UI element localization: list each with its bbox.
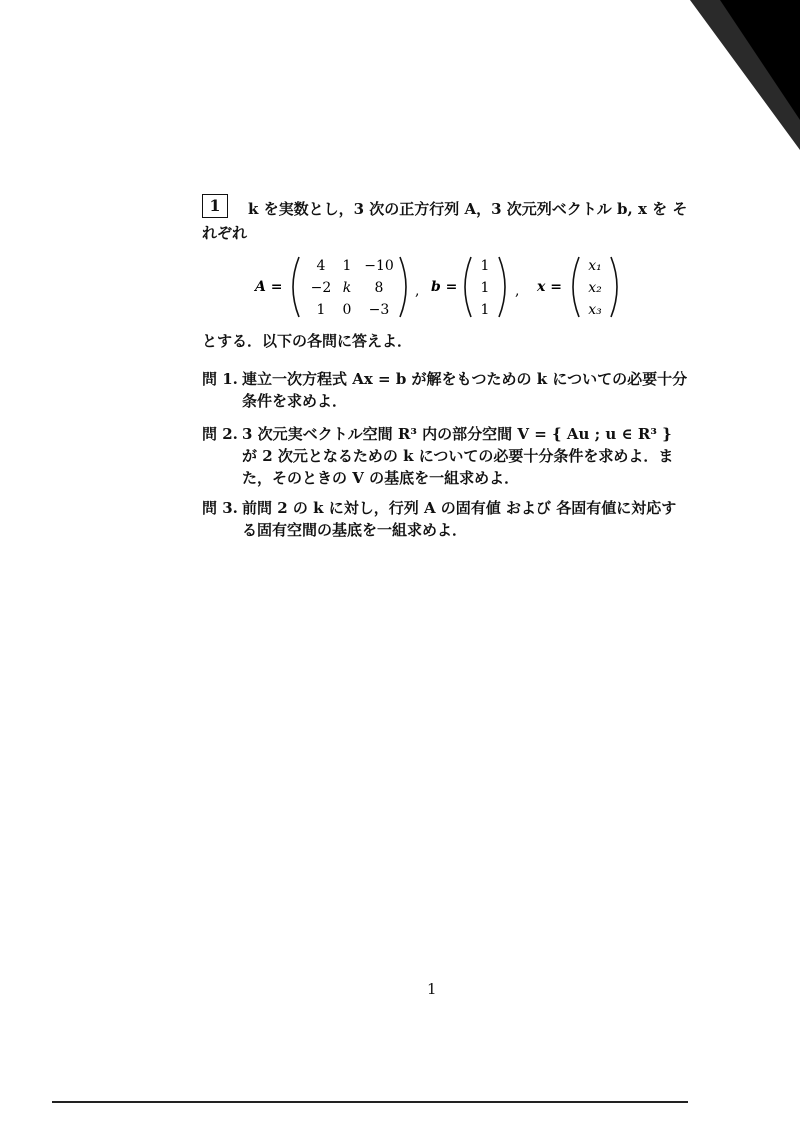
matrix-a-cell: k: [342, 280, 352, 296]
matrix-a-label: A =: [255, 279, 283, 295]
question-2-text: 3 次元実ベクトル空間 R³ 内の部分空間 V = { Au ; u ∈ R³ } が 2 次元となるための k についての必要十分条件を求めよ．また，そのときの V の基底を一組求めよ．: [242, 425, 674, 487]
page-number: 1: [427, 980, 437, 998]
instruction-text: とする．以下の各問に答えよ．: [202, 332, 413, 350]
vector-x-cell: x₃: [588, 302, 602, 318]
problem-number-box: 1: [202, 194, 228, 218]
matrix-svg: [255, 253, 635, 321]
question-1: [202, 368, 690, 412]
question-2-label: 問 2.: [202, 425, 238, 443]
matrix-a-cell: −2: [310, 280, 332, 296]
vector-x-cell: x₁: [588, 258, 602, 274]
matrix-a-cell: 1: [316, 302, 326, 318]
vector-b-cell: 1: [480, 258, 490, 274]
vector-x-label: x =: [537, 279, 562, 295]
matrix-a-cell: −3: [368, 302, 390, 318]
vector-x-cell: x₂: [588, 280, 602, 296]
question-2: [202, 423, 690, 489]
separator-1: ,: [415, 283, 420, 299]
page-corner-fold: [680, 0, 800, 160]
question-3: [202, 497, 690, 541]
question-1-label: 問 1.: [202, 370, 238, 388]
bottom-rule: [52, 1101, 688, 1103]
matrix-a-cell: 8: [374, 280, 384, 296]
question-1-text: 連立一次方程式 Ax = b が解をもつための k についての必要十分条件を求めよ．: [242, 370, 688, 410]
question-3-label: 問 3.: [202, 499, 238, 517]
question-3-text: 前問 2 の k に対し，行列 A の固有値 および 各固有値に対応する固有空間の基底を一組求めよ．: [242, 499, 677, 539]
vector-b-label: b =: [431, 279, 458, 295]
vector-b-cell: 1: [480, 280, 490, 296]
matrix-a-cell: 4: [316, 258, 326, 274]
problem-intro: k を実数とし，3 次の正方行列 A，3 次元列ベクトル b, x を それぞれ: [202, 200, 688, 242]
matrix-a-cell: 0: [342, 302, 352, 318]
vector-b-cell: 1: [480, 302, 490, 318]
matrix-a-cell: −10: [364, 258, 394, 274]
matrix-a-cell: 1: [342, 258, 352, 274]
separator-2: ,: [515, 283, 520, 299]
matrix-definitions: [255, 253, 635, 321]
